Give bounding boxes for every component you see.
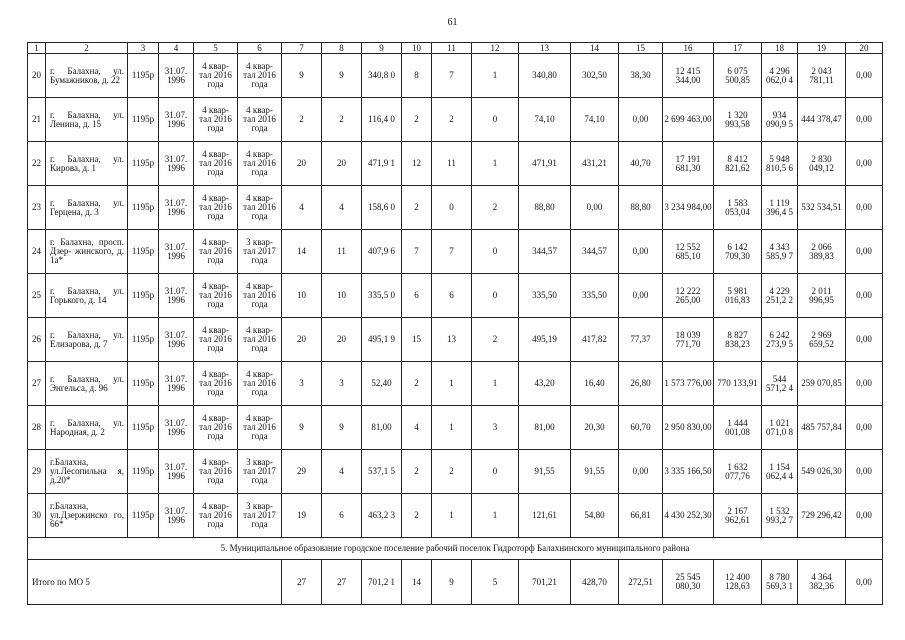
header-cell: 13 xyxy=(519,43,571,54)
cell-c11: 11 xyxy=(432,142,472,186)
cell-c17: 5 981 016,83 xyxy=(714,274,762,318)
cell-c7: 9 xyxy=(282,54,322,98)
cell-c11: 2 xyxy=(432,450,472,494)
header-cell: 20 xyxy=(846,43,883,54)
registry-table xyxy=(27,42,883,605)
cell-c16: 3 234 984,00 xyxy=(663,186,714,230)
cell-c16: 12 222 265,00 xyxy=(663,274,714,318)
cell-q1: 4 квар- тал 2016 года xyxy=(194,54,238,98)
cell-c18: 544 571,2 4 xyxy=(762,362,798,406)
cell-c18: 1 021 071,0 8 xyxy=(762,406,798,450)
table-row xyxy=(28,450,883,494)
total-cell-c13: 701,21 xyxy=(519,560,571,605)
cell-n: 30 xyxy=(28,494,46,538)
cell-c12: 0 xyxy=(472,230,519,274)
cell-address: г.Балахна, ул.Дзержинско го, 66* xyxy=(46,494,128,538)
header-cell: 7 xyxy=(282,43,322,54)
cell-q2: 3 квар- тал 2017 года xyxy=(238,450,282,494)
cell-c11: 1 xyxy=(432,494,472,538)
cell-c7: 29 xyxy=(282,450,322,494)
cell-c12: 0 xyxy=(472,98,519,142)
cell-c7: 9 xyxy=(282,406,322,450)
cell-c7: 19 xyxy=(282,494,322,538)
cell-c12: 1 xyxy=(472,494,519,538)
cell-doc: 1195р xyxy=(128,406,159,450)
cell-q2: 4 квар- тал 2016 года xyxy=(238,186,282,230)
cell-c13: 121,61 xyxy=(519,494,571,538)
cell-q1: 4 квар- тал 2016 года xyxy=(194,494,238,538)
header-cell: 11 xyxy=(432,43,472,54)
cell-c7: 4 xyxy=(282,186,322,230)
cell-c18: 6 242 273,9 5 xyxy=(762,318,798,362)
cell-c10: 2 xyxy=(402,494,432,538)
cell-c14: 0,00 xyxy=(571,186,619,230)
header-cell: 3 xyxy=(128,43,159,54)
cell-date: 31.07. 1996 xyxy=(159,142,194,186)
cell-c8: 20 xyxy=(322,142,362,186)
cell-q2: 4 квар- тал 2016 года xyxy=(238,406,282,450)
cell-c13: 91,55 xyxy=(519,450,571,494)
cell-doc: 1195р xyxy=(128,362,159,406)
cell-c17: 770 133,91 xyxy=(714,362,762,406)
cell-c9: 495,1 9 xyxy=(362,318,402,362)
page-number: 61 xyxy=(447,17,458,28)
table-row xyxy=(28,230,883,274)
cell-c7: 10 xyxy=(282,274,322,318)
cell-c19: 444 378,47 xyxy=(798,98,846,142)
cell-c15: 0,00 xyxy=(619,450,663,494)
cell-c19: 549 026,30 xyxy=(798,450,846,494)
cell-q2: 4 квар- тал 2016 года xyxy=(238,54,282,98)
cell-c20: 0,00 xyxy=(846,406,883,450)
table-row xyxy=(28,494,883,538)
cell-c12: 1 xyxy=(472,362,519,406)
cell-c7: 2 xyxy=(282,98,322,142)
cell-c14: 54,80 xyxy=(571,494,619,538)
cell-c11: 1 xyxy=(432,362,472,406)
header-cell: 2 xyxy=(46,43,128,54)
cell-address: г. Балахна, ул. Народная, д. 2 xyxy=(46,406,128,450)
cell-date: 31.07. 1996 xyxy=(159,318,194,362)
cell-c15: 60,70 xyxy=(619,406,663,450)
cell-c13: 74,10 xyxy=(519,98,571,142)
cell-c14: 344,57 xyxy=(571,230,619,274)
table-row xyxy=(28,362,883,406)
cell-c8: 2 xyxy=(322,98,362,142)
total-cell-c16: 25 545 080,30 xyxy=(663,560,714,605)
cell-c10: 4 xyxy=(402,406,432,450)
cell-q1: 4 квар- тал 2016 года xyxy=(194,318,238,362)
cell-c10: 12 xyxy=(402,142,432,186)
cell-c8: 4 xyxy=(322,186,362,230)
cell-q2: 3 квар- тал 2017 года xyxy=(238,494,282,538)
cell-c13: 344,57 xyxy=(519,230,571,274)
cell-c19: 2 830 049,12 xyxy=(798,142,846,186)
cell-c18: 934 090,9 5 xyxy=(762,98,798,142)
cell-c7: 14 xyxy=(282,230,322,274)
cell-q1: 4 квар- тал 2016 года xyxy=(194,406,238,450)
cell-c11: 13 xyxy=(432,318,472,362)
cell-c9: 340,8 0 xyxy=(362,54,402,98)
cell-c9: 335,5 0 xyxy=(362,274,402,318)
cell-c20: 0,00 xyxy=(846,54,883,98)
header-cell: 10 xyxy=(402,43,432,54)
header-cell: 1 xyxy=(28,43,46,54)
cell-date: 31.07. 1996 xyxy=(159,494,194,538)
cell-c12: 0 xyxy=(472,274,519,318)
cell-c13: 335,50 xyxy=(519,274,571,318)
cell-n: 24 xyxy=(28,230,46,274)
cell-c18: 4 296 062,0 4 xyxy=(762,54,798,98)
cell-address: г. Балахна, ул. Энгельса, д. 96 xyxy=(46,362,128,406)
cell-n: 28 xyxy=(28,406,46,450)
cell-c17: 2 167 962,61 xyxy=(714,494,762,538)
header-cell: 8 xyxy=(322,43,362,54)
cell-c7: 20 xyxy=(282,318,322,362)
header-cell: 17 xyxy=(714,43,762,54)
cell-c15: 40,70 xyxy=(619,142,663,186)
cell-c15: 77,37 xyxy=(619,318,663,362)
cell-c14: 302,50 xyxy=(571,54,619,98)
cell-c15: 0,00 xyxy=(619,230,663,274)
cell-q1: 4 квар- тал 2016 года xyxy=(194,274,238,318)
total-cell-c14: 428,70 xyxy=(571,560,619,605)
cell-address: г. Балахна, ул. Герцена, д. 3 xyxy=(46,186,128,230)
cell-c14: 335,50 xyxy=(571,274,619,318)
table-row xyxy=(28,54,883,98)
total-cell-c18: 8 780 569,3 1 xyxy=(762,560,798,605)
cell-c9: 81,00 xyxy=(362,406,402,450)
cell-c20: 0,00 xyxy=(846,318,883,362)
cell-c7: 3 xyxy=(282,362,322,406)
cell-c20: 0,00 xyxy=(846,230,883,274)
cell-c15: 0,00 xyxy=(619,98,663,142)
cell-c15: 0,00 xyxy=(619,274,663,318)
table-row xyxy=(28,274,883,318)
header-cell: 9 xyxy=(362,43,402,54)
cell-c15: 88,80 xyxy=(619,186,663,230)
total-cell-c9: 701,2 1 xyxy=(362,560,402,605)
cell-n: 22 xyxy=(28,142,46,186)
cell-c14: 20,30 xyxy=(571,406,619,450)
cell-c18: 1 532 993,2 7 xyxy=(762,494,798,538)
cell-c8: 9 xyxy=(322,54,362,98)
table-row xyxy=(28,186,883,230)
cell-c16: 17 191 681,30 xyxy=(663,142,714,186)
cell-c20: 0,00 xyxy=(846,450,883,494)
cell-q2: 4 квар- тал 2016 года xyxy=(238,98,282,142)
cell-c9: 471,9 1 xyxy=(362,142,402,186)
cell-c10: 8 xyxy=(402,54,432,98)
table-row xyxy=(28,406,883,450)
header-cell: 14 xyxy=(571,43,619,54)
cell-c16: 12 415 344,00 xyxy=(663,54,714,98)
cell-c16: 1 573 776,00 xyxy=(663,362,714,406)
cell-n: 26 xyxy=(28,318,46,362)
total-cell-c20: 0,00 xyxy=(846,560,883,605)
cell-c13: 495,19 xyxy=(519,318,571,362)
cell-date: 31.07. 1996 xyxy=(159,230,194,274)
cell-c20: 0,00 xyxy=(846,186,883,230)
header-cell: 6 xyxy=(238,43,282,54)
cell-date: 31.07. 1996 xyxy=(159,406,194,450)
cell-c8: 11 xyxy=(322,230,362,274)
cell-q1: 4 квар- тал 2016 года xyxy=(194,450,238,494)
header-cell: 16 xyxy=(663,43,714,54)
cell-c10: 7 xyxy=(402,230,432,274)
cell-c17: 1 632 077,76 xyxy=(714,450,762,494)
cell-c18: 4 229 251,2 2 xyxy=(762,274,798,318)
cell-q1: 4 квар- тал 2016 года xyxy=(194,362,238,406)
cell-c19: 2 066 389,83 xyxy=(798,230,846,274)
cell-c16: 2 950 830,00 xyxy=(663,406,714,450)
total-cell-c10: 14 xyxy=(402,560,432,605)
header-cell: 18 xyxy=(762,43,798,54)
cell-c19: 729 296,42 xyxy=(798,494,846,538)
cell-c8: 6 xyxy=(322,494,362,538)
cell-c16: 4 430 252,30 xyxy=(663,494,714,538)
cell-n: 23 xyxy=(28,186,46,230)
cell-doc: 1195р xyxy=(128,318,159,362)
cell-c20: 0,00 xyxy=(846,274,883,318)
cell-doc: 1195р xyxy=(128,274,159,318)
header-row xyxy=(28,43,883,54)
cell-c14: 431,21 xyxy=(571,142,619,186)
cell-address: г. Балахна, ул. Ленина, д. 15 xyxy=(46,98,128,142)
cell-address: г. Балахна, ул. Кирова, д. 1 xyxy=(46,142,128,186)
cell-c15: 66,81 xyxy=(619,494,663,538)
cell-date: 31.07. 1996 xyxy=(159,98,194,142)
header-cell: 4 xyxy=(159,43,194,54)
cell-c18: 5 948 810,5 6 xyxy=(762,142,798,186)
cell-c16: 2 699 463,00 xyxy=(663,98,714,142)
cell-c19: 2 011 996,95 xyxy=(798,274,846,318)
cell-c16: 3 335 166,50 xyxy=(663,450,714,494)
cell-doc: 1195р xyxy=(128,494,159,538)
header-cell: 15 xyxy=(619,43,663,54)
cell-n: 25 xyxy=(28,274,46,318)
cell-c10: 2 xyxy=(402,98,432,142)
cell-c14: 74,10 xyxy=(571,98,619,142)
cell-c8: 4 xyxy=(322,450,362,494)
cell-c10: 15 xyxy=(402,318,432,362)
table-row xyxy=(28,318,883,362)
cell-c12: 2 xyxy=(472,318,519,362)
cell-c18: 1 119 396,4 5 xyxy=(762,186,798,230)
total-cell-c11: 9 xyxy=(432,560,472,605)
cell-c16: 12 552 685,10 xyxy=(663,230,714,274)
total-cell-c17: 12 400 128,63 xyxy=(714,560,762,605)
cell-date: 31.07. 1996 xyxy=(159,186,194,230)
cell-c11: 0 xyxy=(432,186,472,230)
cell-n: 29 xyxy=(28,450,46,494)
cell-c13: 340,80 xyxy=(519,54,571,98)
cell-c10: 2 xyxy=(402,186,432,230)
cell-c18: 4 343 585,9 7 xyxy=(762,230,798,274)
cell-q1: 4 квар- тал 2016 года xyxy=(194,230,238,274)
cell-doc: 1195р xyxy=(128,142,159,186)
cell-date: 31.07. 1996 xyxy=(159,450,194,494)
cell-doc: 1195р xyxy=(128,54,159,98)
table-row xyxy=(28,98,883,142)
cell-c8: 9 xyxy=(322,406,362,450)
cell-c10: 2 xyxy=(402,362,432,406)
cell-c19: 2 969 659,52 xyxy=(798,318,846,362)
total-cell-c15: 272,51 xyxy=(619,560,663,605)
cell-address: г.Балахна, ул.Лесопильна я, д.20* xyxy=(46,450,128,494)
cell-c11: 1 xyxy=(432,406,472,450)
cell-c20: 0,00 xyxy=(846,98,883,142)
cell-q1: 4 квар- тал 2016 года xyxy=(194,186,238,230)
cell-c14: 16,40 xyxy=(571,362,619,406)
cell-q2: 4 квар- тал 2016 года xyxy=(238,142,282,186)
total-row xyxy=(28,560,883,605)
cell-date: 31.07. 1996 xyxy=(159,362,194,406)
cell-c10: 2 xyxy=(402,450,432,494)
cell-doc: 1195р xyxy=(128,230,159,274)
table-row xyxy=(28,142,883,186)
cell-n: 20 xyxy=(28,54,46,98)
cell-c13: 81,00 xyxy=(519,406,571,450)
cell-c17: 1 583 053,04 xyxy=(714,186,762,230)
cell-q2: 4 квар- тал 2016 года xyxy=(238,318,282,362)
cell-address: г. Балахна, ул. Горького, д. 14 xyxy=(46,274,128,318)
cell-q2: 3 квар- тал 2017 года xyxy=(238,230,282,274)
cell-c17: 6 075 500,85 xyxy=(714,54,762,98)
cell-c10: 6 xyxy=(402,274,432,318)
cell-c15: 26,80 xyxy=(619,362,663,406)
cell-c9: 158,6 0 xyxy=(362,186,402,230)
cell-c11: 7 xyxy=(432,54,472,98)
cell-address: г. Балахна, ул. Бумажников, д. 22 xyxy=(46,54,128,98)
cell-c20: 0,00 xyxy=(846,362,883,406)
cell-c11: 7 xyxy=(432,230,472,274)
cell-date: 31.07. 1996 xyxy=(159,54,194,98)
cell-c15: 38,30 xyxy=(619,54,663,98)
cell-c13: 88,80 xyxy=(519,186,571,230)
total-cell-c19: 4 364 382,36 xyxy=(798,560,846,605)
header-cell: 5 xyxy=(194,43,238,54)
cell-n: 21 xyxy=(28,98,46,142)
cell-c12: 1 xyxy=(472,142,519,186)
cell-c9: 463,2 3 xyxy=(362,494,402,538)
cell-c12: 1 xyxy=(472,54,519,98)
cell-n: 27 xyxy=(28,362,46,406)
cell-c9: 407,9 6 xyxy=(362,230,402,274)
header-cell: 19 xyxy=(798,43,846,54)
cell-c8: 3 xyxy=(322,362,362,406)
table-body xyxy=(28,43,883,605)
cell-date: 31.07. 1996 xyxy=(159,274,194,318)
cell-c20: 0,00 xyxy=(846,142,883,186)
cell-c14: 417,82 xyxy=(571,318,619,362)
cell-c9: 52,40 xyxy=(362,362,402,406)
cell-c7: 20 xyxy=(282,142,322,186)
cell-c13: 43,20 xyxy=(519,362,571,406)
cell-c8: 20 xyxy=(322,318,362,362)
cell-c19: 532 534,51 xyxy=(798,186,846,230)
cell-c19: 2 043 781,11 xyxy=(798,54,846,98)
total-cell-c8: 27 xyxy=(322,560,362,605)
cell-address: г. Балахна, ул. Елизарова, д. 7 xyxy=(46,318,128,362)
cell-c17: 1 320 993,58 xyxy=(714,98,762,142)
cell-q2: 4 квар- тал 2016 года xyxy=(238,274,282,318)
section-row xyxy=(28,538,883,560)
cell-q1: 4 квар- тал 2016 года xyxy=(194,142,238,186)
cell-c13: 471,91 xyxy=(519,142,571,186)
cell-c11: 2 xyxy=(432,98,472,142)
total-cell-c7: 27 xyxy=(282,560,322,605)
cell-doc: 1195р xyxy=(128,450,159,494)
cell-c16: 18 039 771,70 xyxy=(663,318,714,362)
section-title: 5. Муниципальное образование городское поселение рабочий поселок Гидроторф Балахнинского муниципального района xyxy=(28,538,883,560)
total-cell-c12: 5 xyxy=(472,560,519,605)
cell-c17: 1 444 001,08 xyxy=(714,406,762,450)
total-label: Итого по МО 5 xyxy=(28,560,282,605)
cell-c20: 0,00 xyxy=(846,494,883,538)
cell-c8: 10 xyxy=(322,274,362,318)
cell-c12: 0 xyxy=(472,450,519,494)
cell-q1: 4 квар- тал 2016 года xyxy=(194,98,238,142)
cell-c19: 485 757,84 xyxy=(798,406,846,450)
cell-c11: 6 xyxy=(432,274,472,318)
cell-c12: 3 xyxy=(472,406,519,450)
cell-c19: 259 070,85 xyxy=(798,362,846,406)
cell-c18: 1 154 062,4 4 xyxy=(762,450,798,494)
cell-c17: 8 412 821,62 xyxy=(714,142,762,186)
cell-q2: 4 квар- тал 2016 года xyxy=(238,362,282,406)
cell-address: г. Балахна, просп. Дзер- жинского, д. 1а* xyxy=(46,230,128,274)
cell-c9: 537,1 5 xyxy=(362,450,402,494)
cell-c9: 116,4 0 xyxy=(362,98,402,142)
cell-c17: 6 142 709,30 xyxy=(714,230,762,274)
cell-doc: 1195р xyxy=(128,98,159,142)
cell-doc: 1195р xyxy=(128,186,159,230)
cell-c12: 2 xyxy=(472,186,519,230)
cell-c17: 8 827 838,23 xyxy=(714,318,762,362)
cell-c14: 91,55 xyxy=(571,450,619,494)
header-cell: 12 xyxy=(472,43,519,54)
